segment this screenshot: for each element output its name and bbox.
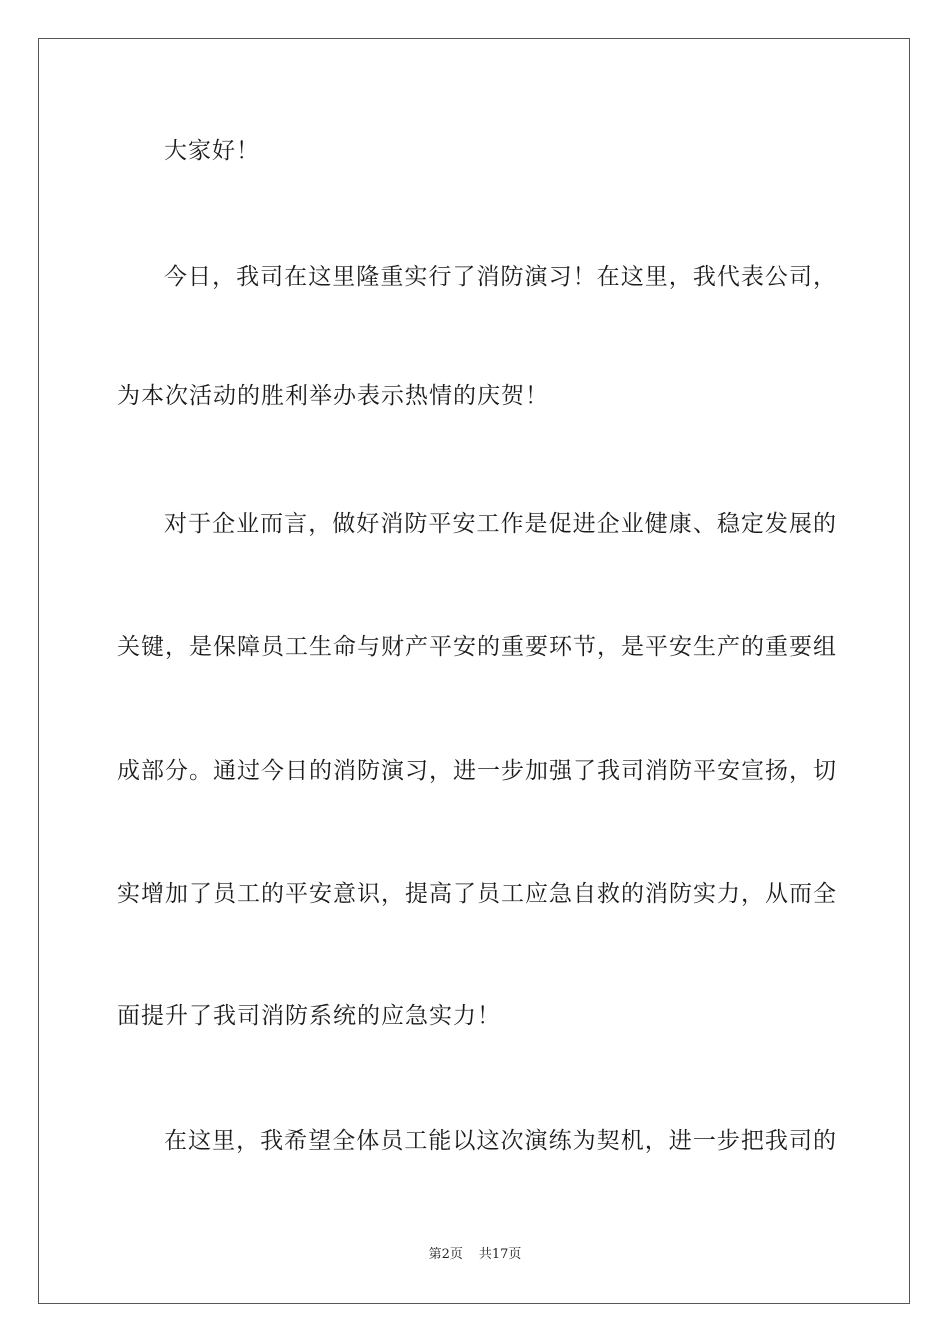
paragraph-1-line-1: 今日，我司在这里隆重实行了消防演习！在这里，我代表公司，: [164, 264, 837, 290]
paragraph-3-line-1: 在这里，我希望全体员工能以这次演练为契机，进一步把我司的: [164, 1128, 837, 1154]
paragraph-1-line-2: 为本次活动的胜利举办表示热情的庆贺！: [117, 383, 549, 409]
page-number: 第2页: [428, 1247, 463, 1262]
page-border: [38, 38, 910, 1304]
paragraph-2-line-5: 面提升了我司消防系统的应急实力！: [117, 1003, 501, 1029]
page-footer: [0, 1246, 950, 1264]
paragraph-2-line-4: 实增加了员工的平安意识，提高了员工应急自救的消防实力，从而全: [117, 881, 837, 907]
page-total: 共17页: [478, 1247, 522, 1262]
greeting-line: 大家好！: [164, 138, 260, 164]
paragraph-2-line-2: 关键，是保障员工生命与财产平安的重要环节，是平安生产的重要组: [117, 634, 837, 660]
paragraph-2-line-1: 对于企业而言，做好消防平安工作是促进企业健康、稳定发展的: [164, 511, 837, 537]
paragraph-2-line-3: 成部分。通过今日的消防演习，进一步加强了我司消防平安宣扬，切: [117, 758, 837, 784]
